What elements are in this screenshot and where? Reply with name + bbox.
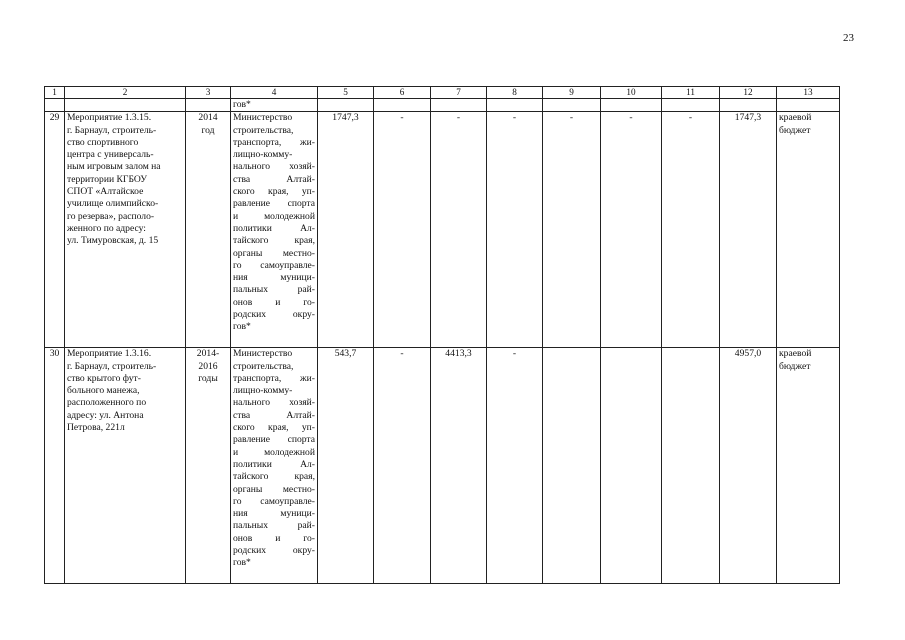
period: 2014 год (186, 112, 231, 348)
row-number: 30 (45, 348, 65, 584)
value-col-5: 543,7 (318, 348, 374, 584)
col-header-8: 8 (487, 87, 543, 99)
value-col-11 (662, 348, 720, 584)
continuation-text: гов* (231, 99, 318, 112)
row-number: 29 (45, 112, 65, 348)
continuation-row (45, 99, 840, 112)
program-table (44, 86, 840, 584)
page-number: 23 (843, 32, 854, 44)
executors: Министерство строительства, транспорта, жи- лищно-комму- нального хозяй- ства Алтай- ского края, уп- равление спорта и молодежной политики Ал- тайского края, органы местно- го самоуправле- ния муници- пальных рай- онов и го- родских окру- гов* (231, 112, 318, 348)
executors: Министерство строительства, транспорта, жи- лищно-комму- нального хозяй- ства Алтай- ского края, уп- равление спорта и молодежной политики Ал- тайского края, органы местно- го самоуправле- ния муници- пальных рай- онов и го- родских окру- гов* (231, 348, 318, 584)
value-col-6: - (374, 348, 431, 584)
col-header-2: 2 (65, 87, 186, 99)
col-header-13: 13 (777, 87, 840, 99)
col-header-11: 11 (662, 87, 720, 99)
value-col-12: 1747,3 (720, 112, 777, 348)
funding-source: краевой бюджет (777, 348, 840, 584)
table-row (45, 112, 840, 348)
col-header-9: 9 (543, 87, 601, 99)
value-col-7: - (431, 112, 487, 348)
value-col-10 (601, 348, 662, 584)
funding-source: краевой бюджет (777, 112, 840, 348)
value-col-10: - (601, 112, 662, 348)
col-header-6: 6 (374, 87, 431, 99)
value-col-5: 1747,3 (318, 112, 374, 348)
value-col-9: - (543, 112, 601, 348)
value-col-12: 4957,0 (720, 348, 777, 584)
col-header-7: 7 (431, 87, 487, 99)
col-header-3: 3 (186, 87, 231, 99)
table-row (45, 348, 840, 584)
value-col-11: - (662, 112, 720, 348)
col-header-12: 12 (720, 87, 777, 99)
value-col-7: 4413,3 (431, 348, 487, 584)
value-col-9 (543, 348, 601, 584)
value-col-6: - (374, 112, 431, 348)
event-description: Мероприятие 1.3.16. г. Барнаул, строитель- ство крытого фут- больного манежа, расположенного по адресу: ул. Антона Петрова, 221л (65, 348, 186, 584)
column-number-row (45, 87, 840, 99)
period: 2014- 2016 годы (186, 348, 231, 584)
value-col-8: - (487, 112, 543, 348)
col-header-5: 5 (318, 87, 374, 99)
event-description: Мероприятие 1.3.15. г. Барнаул, строитель- ство спортивного центра с универсаль- ным игровым залом на территории КГБОУ СПОТ «Алтайское училище олимпийско- го резерва», располо- женного по адресу: ул. Тимуровская, д. 15 (65, 112, 186, 348)
col-header-1: 1 (45, 87, 65, 99)
value-col-8: - (487, 348, 543, 584)
col-header-10: 10 (601, 87, 662, 99)
col-header-4: 4 (231, 87, 318, 99)
